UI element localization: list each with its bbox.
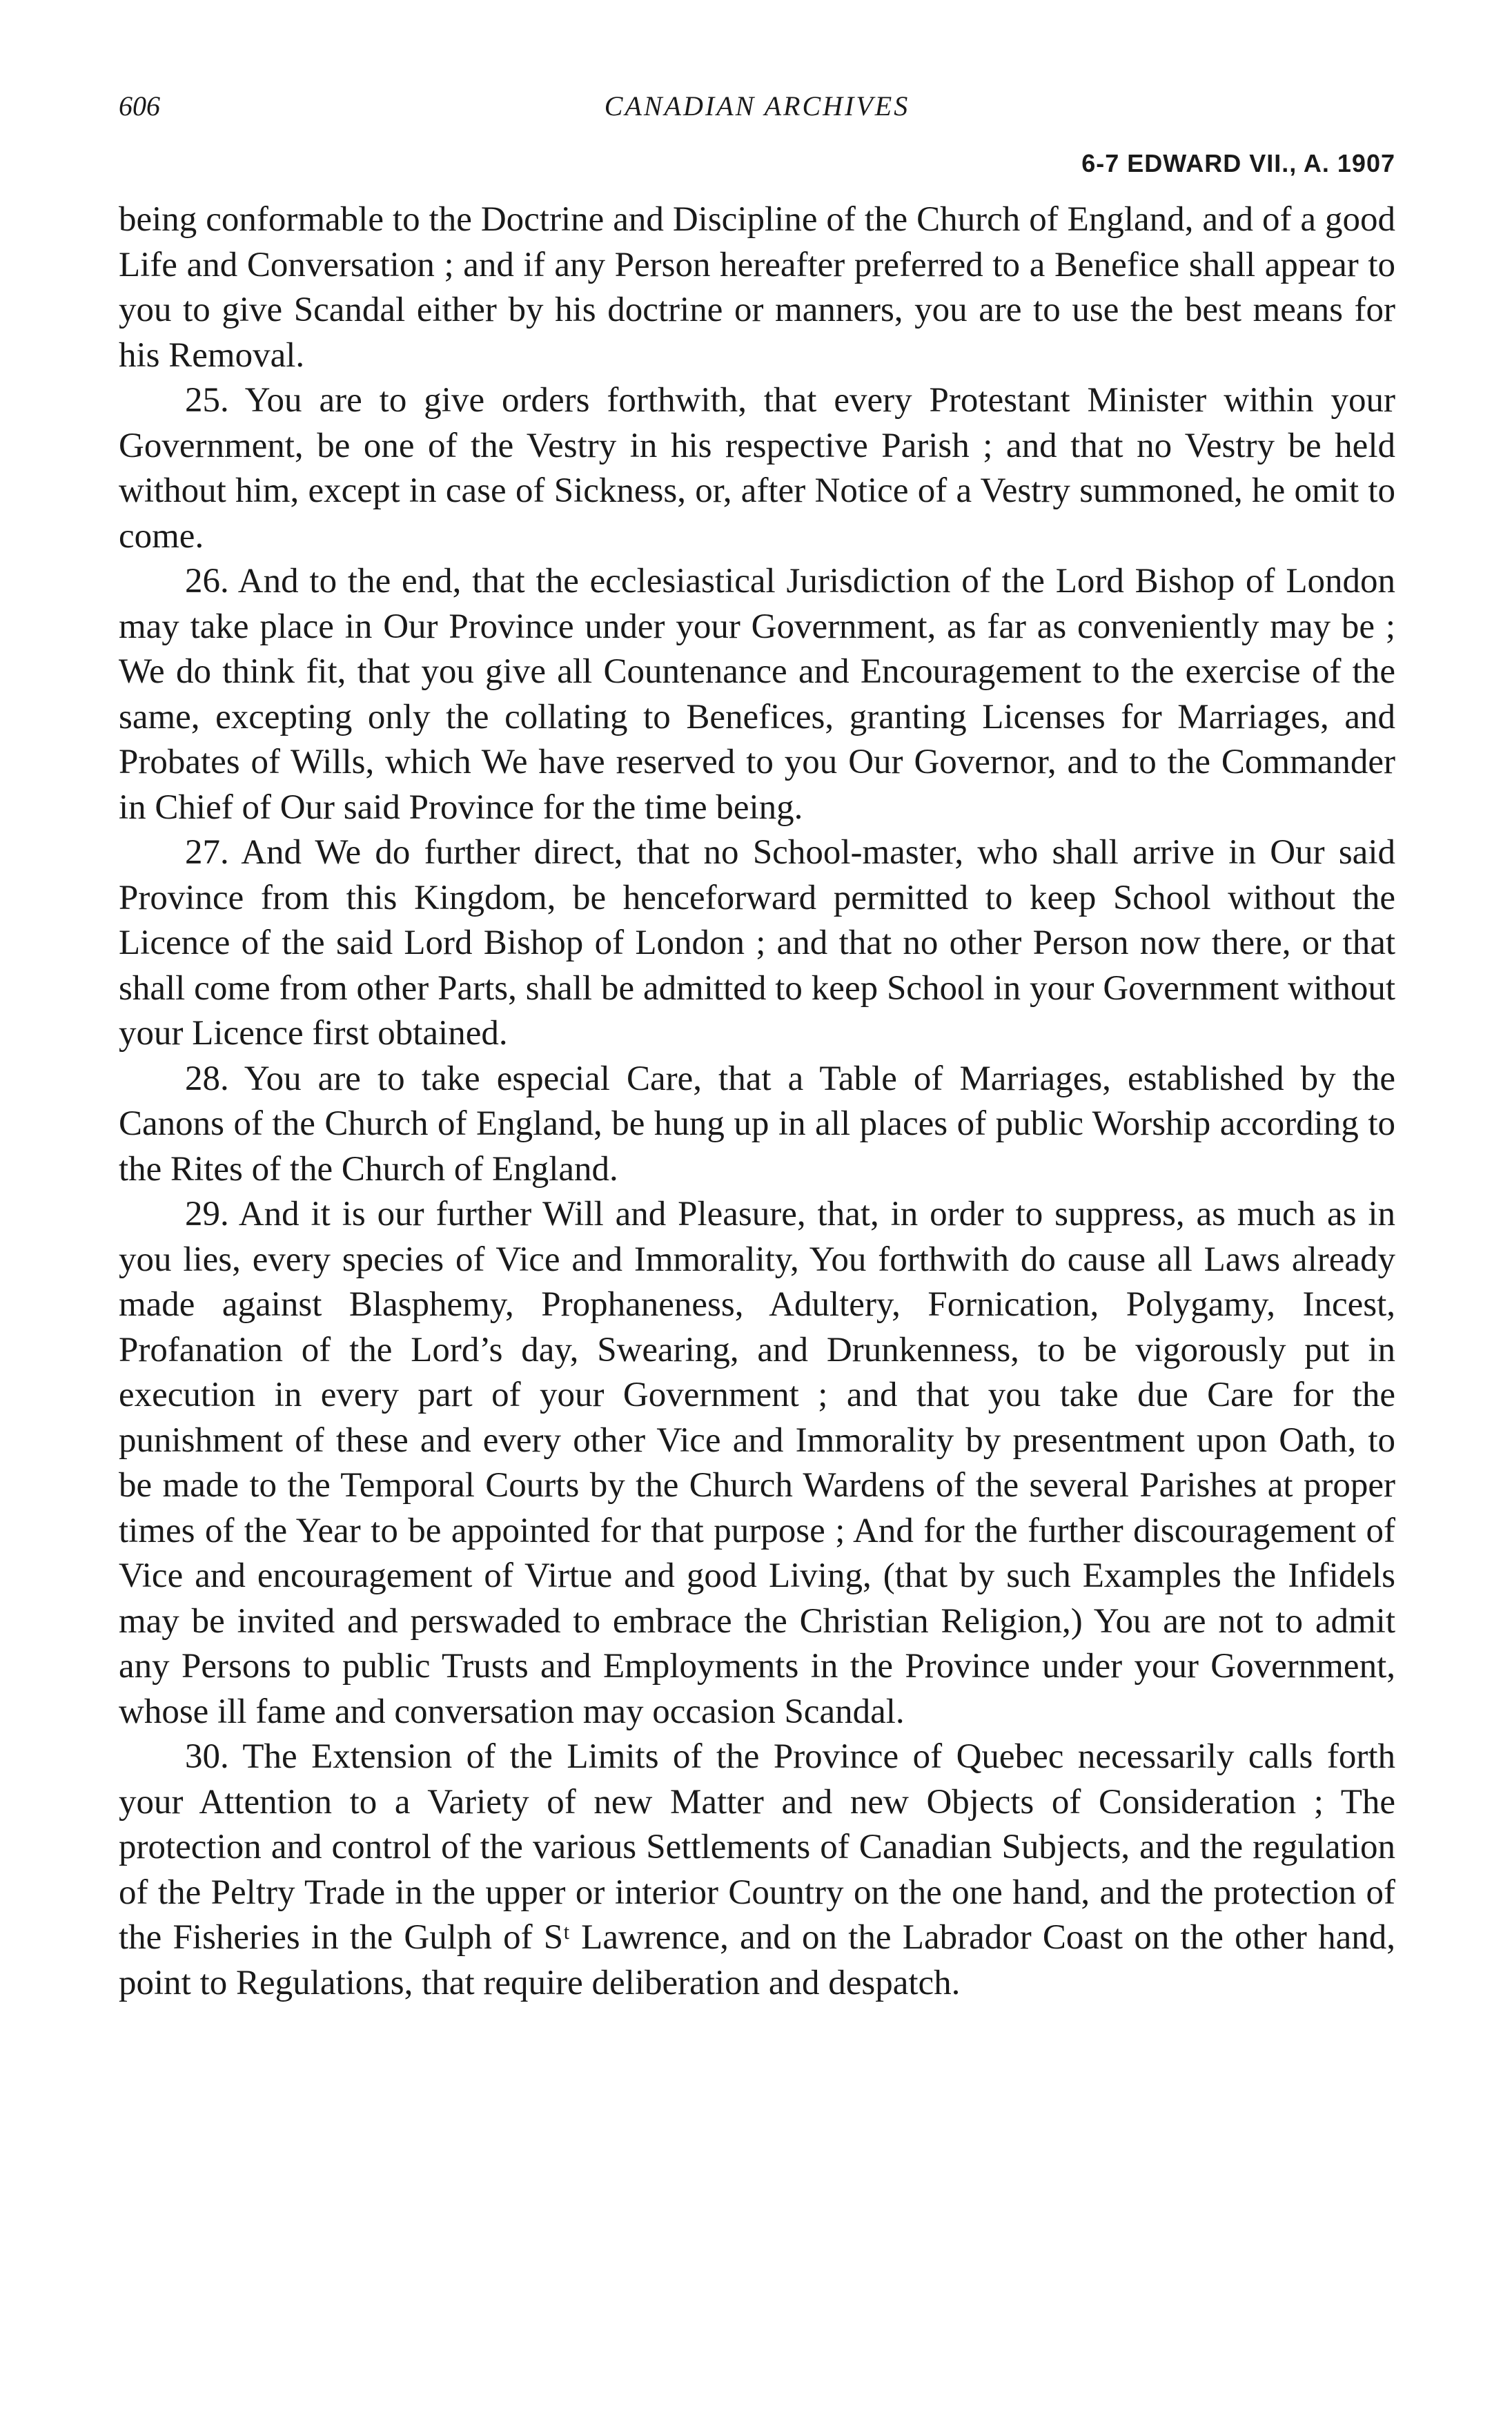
document-page bbox=[119, 90, 1395, 2006]
paragraph-29: 29. And it is our further Will and Pleasure, that, in order to suppress, as much as in you lies, every species of Vice and Immorality, You forthwith do cause all Laws already made against Blasphemy, Prophaneness, Adultery, Fornication, Polygamy, Incest, Profanation of the Lord’s day, Swearing, and Drunkenness, to be vigorously put in execution in every part of your Government ; and that you take due Care for the punishment of these and every other Vice and Immorality by presentment upon Oath, to be made to the Temporal Courts by the Church Wardens of the several Parishes at proper times of the Year to be appointed for that purpose ; And for the further discouragement of Vice and encouragement of Virtue and good Living, (that by such Examples the Infidels may be invited and perswaded to embrace the Christian Religion,) You are not to admit any Persons to public Trusts and Employments in the Province under your Government, whose ill fame and conversation may occasion Scandal. bbox=[119, 1195, 1395, 1731]
paragraph-25: 25. You are to give orders forthwith, that every Protestant Minister within your Government, be one of the Vestry in his respective Parish ; and that no Vestry be held without him, except in case of Sickness, or, after Notice of a Vestry summoned, he omit to come. bbox=[119, 381, 1395, 556]
paragraph-30: 30. The Extension of the Limits of the Province of Quebec necessarily calls forth your Attention to a Variety of new Matter and new Objects of Consideration ; The protection and control of the various Settlements of Canadian Subjects, and the regulation of the Peltry Trade in the upper or interior Country on the one hand, and the protection of the Fisheries in the Gulph of Sᵗ Lawrence, and on the Labrador Coast on the other hand, point to Regulations, that require deliberation and despatch. bbox=[119, 1737, 1395, 2002]
paragraph-27: 27. And We do further direct, that no School-master, who shall arrive in Our said Province from this Kingdom, be henceforward permitted to keep School without the Licence of the said Lord Bishop of London ; and that no other Person now there, or that shall come from other Parts, shall be admitted to keep School in your Government without your Licence first obtained. bbox=[119, 833, 1395, 1053]
running-title: CANADIAN ARCHIVES bbox=[604, 90, 910, 121]
paragraph-26: 26. And to the end, that the ecclesiastical Jurisdiction of the Lord Bishop of London may take place in Our Province under your Government, as far as conveniently may be ; We do think fit, that you give all Countenance and Encouragement to the exercise of the same, excepting only the collating to Benefices, granting Licenses for Marriages, and Probates of Wills, which We have reserved to you Our Governor, and to the Commander in Chief of Our said Province for the time being. bbox=[119, 562, 1395, 827]
paragraph-28: 28. You are to take especial Care, that a Table of Marriages, established by the Canons of the Church of England, be hung up in all places of public Worship according to the Rites of the Church of England. bbox=[119, 1059, 1395, 1189]
body-text bbox=[119, 197, 1395, 2006]
edition-line: 6-7 EDWARD VII., A. 1907 bbox=[1081, 149, 1395, 177]
page-number: 606 bbox=[119, 90, 160, 121]
running-head bbox=[119, 90, 1395, 145]
paragraph-continuation: being conformable to the Doctrine and Discipline of the Church of England, and of a good Life and Conversation ; and if any Person hereafter preferred to a Benefice shall appear to you to give Scandal either by his doctrine or manners, you are to use the best means for his Removal. bbox=[119, 200, 1395, 375]
